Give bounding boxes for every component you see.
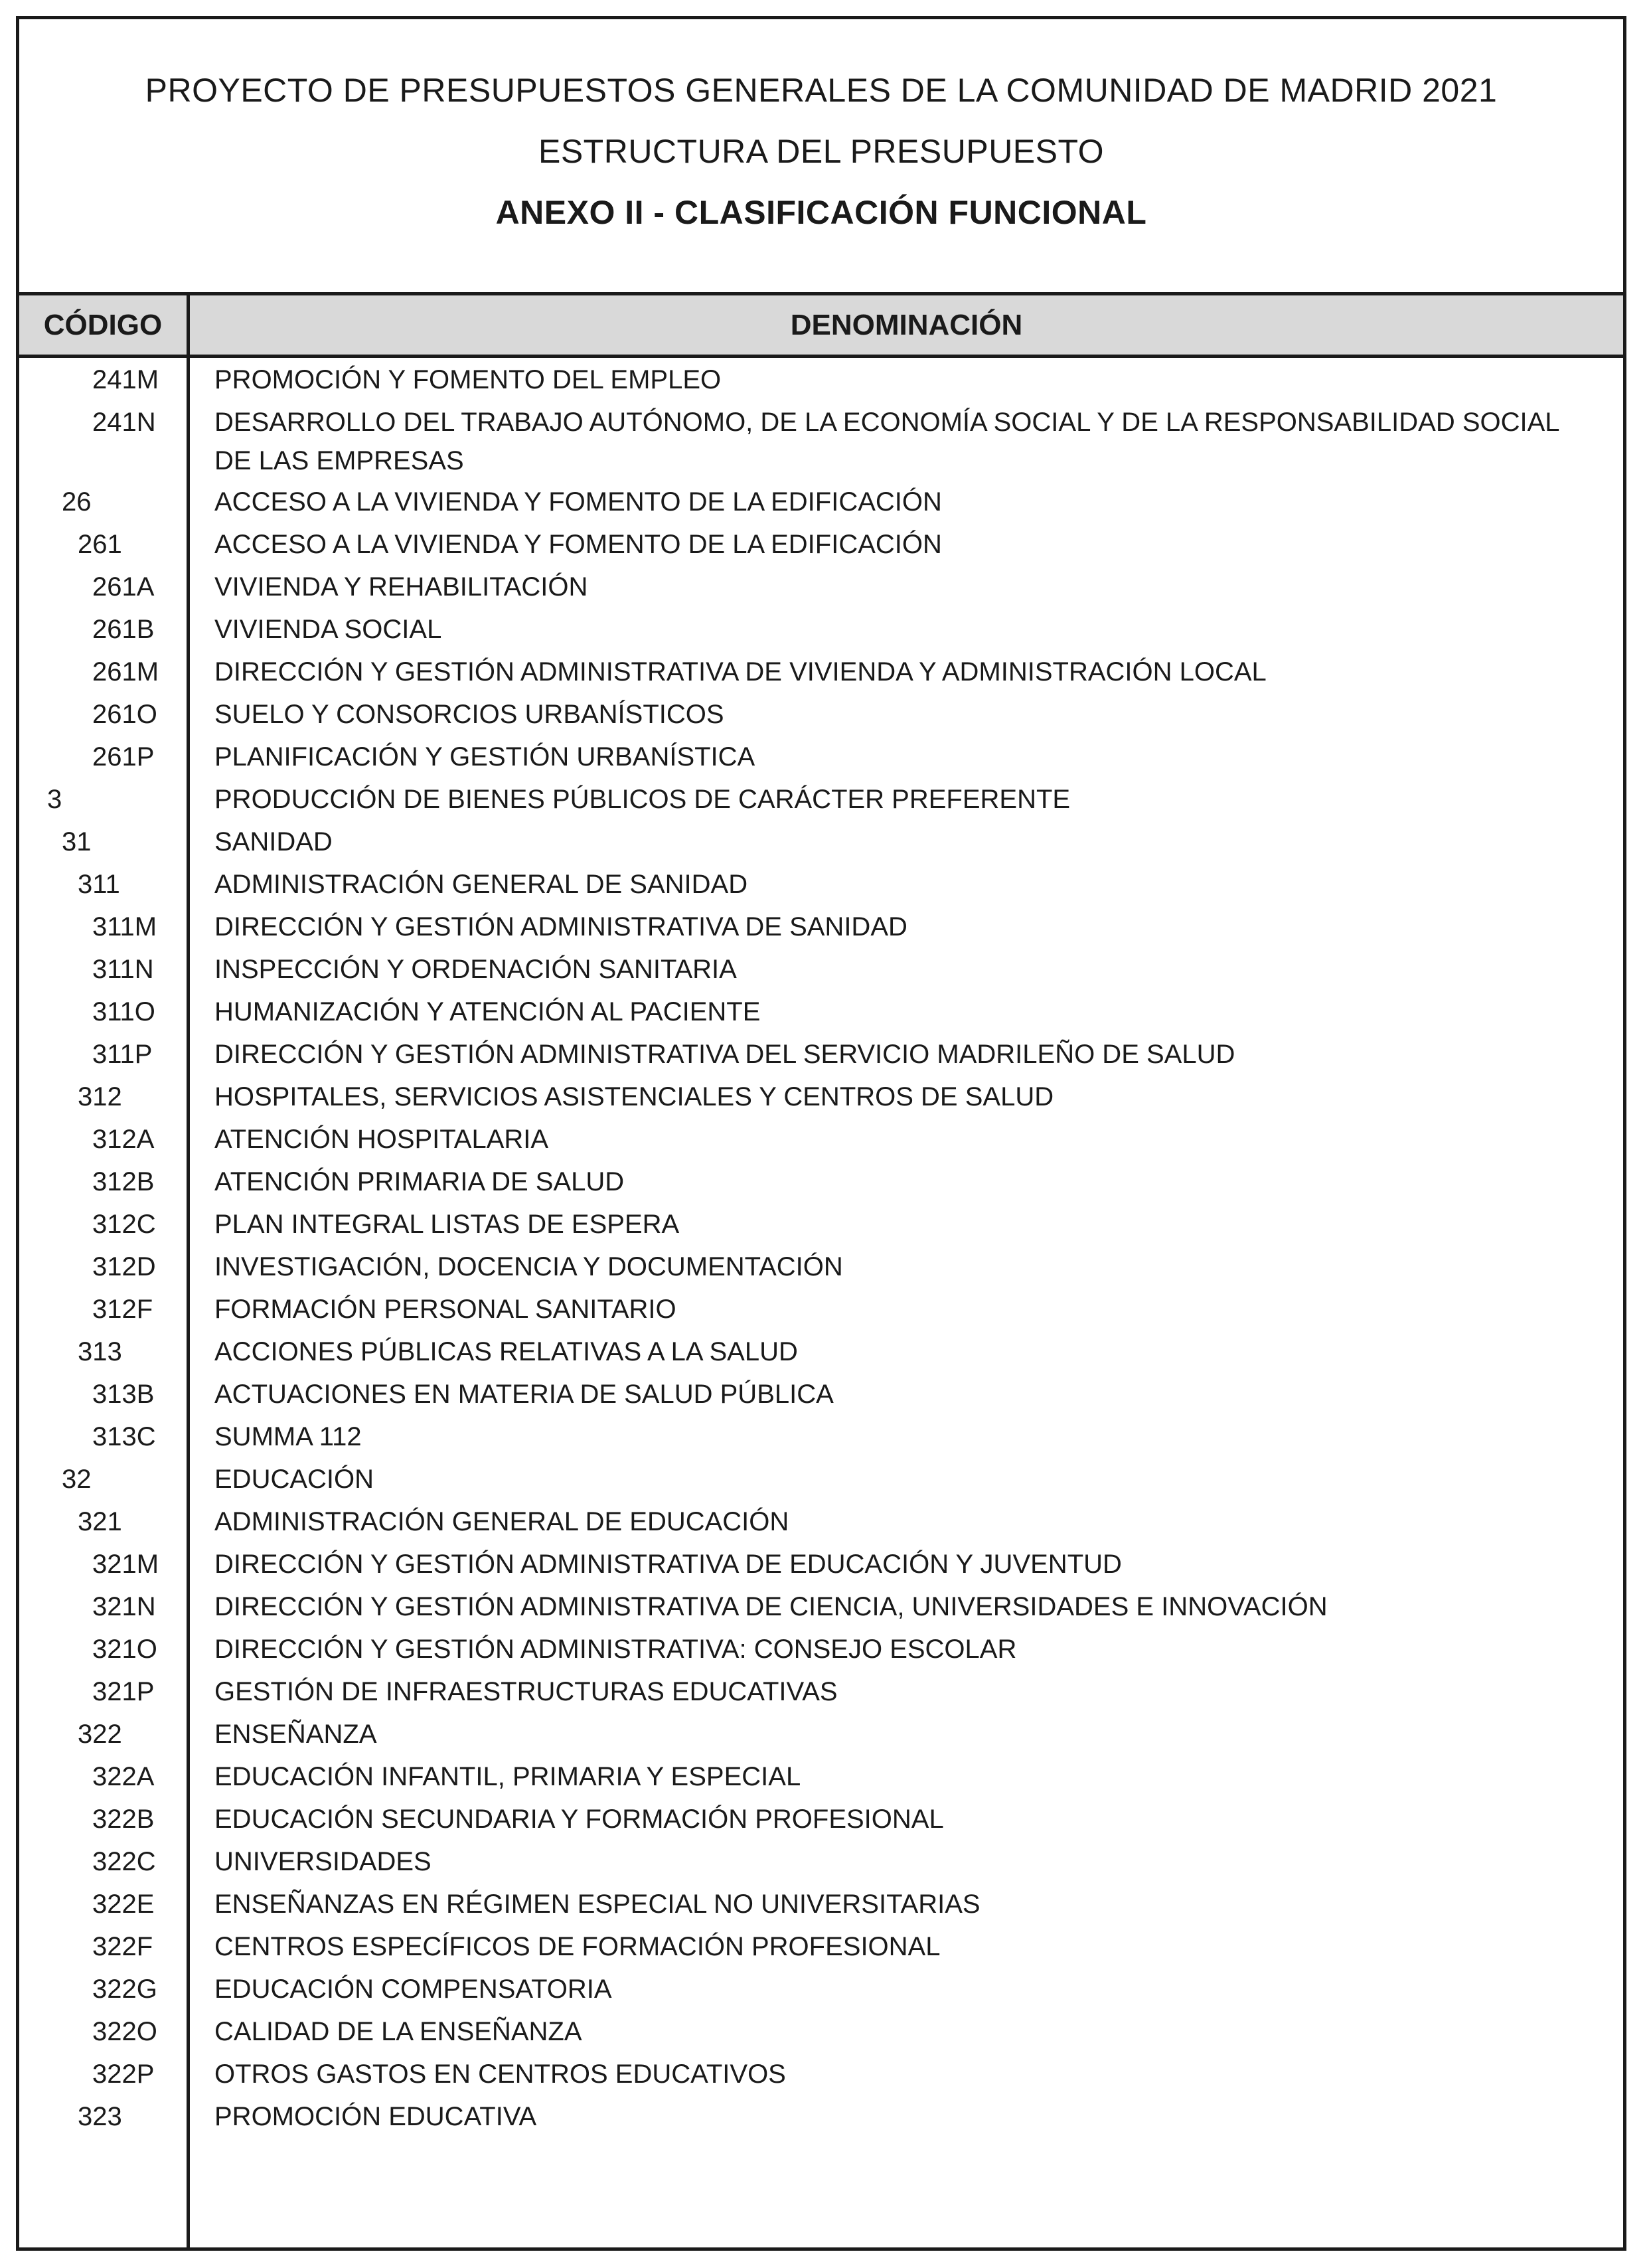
table-row [19, 650, 1623, 692]
document-frame [16, 16, 1626, 2251]
table-row [19, 400, 1623, 480]
row-name: SANIDAD [214, 827, 333, 856]
row-name: ATENCIÓN HOSPITALARIA [214, 1125, 549, 1154]
row-name: INVESTIGACIÓN, DOCENCIA Y DOCUMENTACIÓN [214, 1252, 843, 1281]
row-name: GESTIÓN DE INFRAESTRUCTURAS EDUCATIVAS [214, 1677, 838, 1706]
row-code: 323 [78, 2102, 122, 2131]
row-code: 322B [92, 1805, 155, 1834]
table-row [19, 990, 1623, 1032]
table-row [19, 1670, 1623, 1712]
document-subtitle: ESTRUCTURA DEL PRESUPUESTO [538, 133, 1105, 170]
row-name: CALIDAD DE LA ENSEÑANZA [214, 2017, 582, 2046]
table-header [19, 295, 1623, 358]
row-code: 261O [92, 700, 157, 729]
row-code: 31 [62, 827, 92, 856]
row-code: 261B [92, 615, 155, 644]
row-name: ACCIONES PÚBLICAS RELATIVAS A LA SALUD [214, 1337, 798, 1366]
table-row [19, 1585, 1623, 1627]
row-code: 322G [92, 1975, 157, 2004]
row-name: ENSEÑANZAS EN RÉGIMEN ESPECIAL NO UNIVERSITARIAS [214, 1890, 981, 1919]
table-row [19, 1797, 1623, 1840]
row-name: PRODUCCIÓN DE BIENES PÚBLICOS DE CARÁCTER PREFERENTE [214, 785, 1071, 814]
table-row [19, 608, 1623, 650]
table-row [19, 862, 1623, 905]
row-code: 321 [78, 1507, 122, 1536]
row-name: DIRECCIÓN Y GESTIÓN ADMINISTRATIVA DE SANIDAD [214, 912, 907, 941]
table-row [19, 820, 1623, 862]
row-name: FORMACIÓN PERSONAL SANITARIO [214, 1295, 676, 1324]
row-name: EDUCACIÓN INFANTIL, PRIMARIA Y ESPECIAL [214, 1762, 801, 1791]
row-name: DIRECCIÓN Y GESTIÓN ADMINISTRATIVA DE EDUCACIÓN Y JUVENTUD [214, 1550, 1122, 1579]
column-header-code: CÓDIGO [43, 309, 163, 341]
table-row [19, 1500, 1623, 1542]
table-row [19, 1882, 1623, 1925]
table-row [19, 1755, 1623, 1797]
row-code: 261M [92, 657, 159, 687]
row-name: EDUCACIÓN SECUNDARIA Y FORMACIÓN PROFESIONAL [214, 1805, 944, 1834]
row-code: 322E [92, 1890, 155, 1919]
row-name: ACCESO A LA VIVIENDA Y FOMENTO DE LA EDIFICACIÓN [214, 530, 942, 559]
row-code: 322C [92, 1847, 156, 1876]
row-code: 312F [92, 1295, 153, 1324]
row-name: DIRECCIÓN Y GESTIÓN ADMINISTRATIVA DEL SERVICIO MADRILEÑO DE SALUD [214, 1040, 1235, 1069]
row-code: 241N [92, 408, 156, 437]
row-code: 321N [92, 1592, 156, 1621]
row-code: 322F [92, 1932, 153, 1961]
row-code: 322P [92, 2060, 155, 2089]
row-name: ACCESO A LA VIVIENDA Y FOMENTO DE LA EDIFICACIÓN [214, 487, 942, 517]
row-name: PLANIFICACIÓN Y GESTIÓN URBANÍSTICA [214, 742, 755, 771]
row-code: 322O [92, 2017, 157, 2046]
row-code: 261A [92, 572, 155, 602]
row-name: ENSEÑANZA [214, 1720, 377, 1749]
row-code: 312A [92, 1125, 155, 1154]
row-code: 312 [78, 1082, 122, 1111]
table-row [19, 358, 1623, 400]
table-row [19, 947, 1623, 990]
row-code: 311 [78, 870, 120, 899]
row-name: CENTROS ESPECÍFICOS DE FORMACIÓN PROFESIONAL [214, 1932, 941, 1961]
row-code: 241M [92, 365, 159, 394]
row-code: 313C [92, 1422, 156, 1451]
row-code: 261P [92, 742, 155, 771]
document-header [19, 19, 1623, 295]
table-row [19, 1542, 1623, 1585]
row-name: INSPECCIÓN Y ORDENACIÓN SANITARIA [214, 955, 737, 984]
table-row [19, 565, 1623, 608]
row-name: DIRECCIÓN Y GESTIÓN ADMINISTRATIVA DE CIENCIA, UNIVERSIDADES E INNOVACIÓN [214, 1592, 1328, 1621]
row-name: ADMINISTRACIÓN GENERAL DE SANIDAD [214, 870, 748, 899]
row-code: 322 [78, 1720, 122, 1749]
row-name: EDUCACIÓN COMPENSATORIA [214, 1975, 612, 2004]
table-row [19, 1840, 1623, 1882]
table-row [19, 692, 1623, 735]
table-body [19, 358, 1623, 2137]
row-code: 321O [92, 1635, 157, 1664]
table-row [19, 1245, 1623, 1287]
table-row [19, 1117, 1623, 1160]
table-row [19, 1202, 1623, 1245]
table-row [19, 1712, 1623, 1755]
table-row [19, 2010, 1623, 2052]
table-row [19, 1925, 1623, 1967]
table-row [19, 1032, 1623, 1075]
annex-title: ANEXO II - CLASIFICACIÓN FUNCIONAL [495, 194, 1147, 231]
table-row [19, 1627, 1623, 1670]
row-code: 261 [78, 530, 122, 559]
row-code: 26 [62, 487, 92, 517]
row-code: 312C [92, 1210, 156, 1239]
column-header-name: DENOMINACIÓN [790, 309, 1023, 341]
row-code: 311O [92, 997, 155, 1026]
table-row [19, 2095, 1623, 2137]
row-name: SUELO Y CONSORCIOS URBANÍSTICOS [214, 700, 724, 729]
row-name: DIRECCIÓN Y GESTIÓN ADMINISTRATIVA: CONSEJO ESCOLAR [214, 1635, 1017, 1664]
row-code: 312D [92, 1252, 156, 1281]
table-row [19, 1160, 1623, 1202]
row-code: 321P [92, 1677, 155, 1706]
row-name: DIRECCIÓN Y GESTIÓN ADMINISTRATIVA DE VIVIENDA Y ADMINISTRACIÓN LOCAL [214, 657, 1267, 687]
row-name: PROMOCIÓN EDUCATIVA [214, 2102, 537, 2131]
row-name: HUMANIZACIÓN Y ATENCIÓN AL PACIENTE [214, 997, 761, 1026]
table-row [19, 1287, 1623, 1330]
table-row [19, 1075, 1623, 1117]
row-name: ACTUACIONES EN MATERIA DE SALUD PÚBLICA [214, 1380, 834, 1409]
row-code: 313 [78, 1337, 122, 1366]
row-code: 311P [92, 1040, 153, 1069]
table-row [19, 1372, 1623, 1415]
table-row [19, 1967, 1623, 2010]
row-name: OTROS GASTOS EN CENTROS EDUCATIVOS [214, 2060, 786, 2089]
row-code: 311M [92, 912, 157, 941]
table-row [19, 1415, 1623, 1457]
row-name: UNIVERSIDADES [214, 1847, 432, 1876]
row-code: 312B [92, 1167, 155, 1196]
table-row [19, 905, 1623, 947]
table-row [19, 1330, 1623, 1372]
table-row [19, 1457, 1623, 1500]
table-row [19, 2052, 1623, 2095]
table-row [19, 523, 1623, 565]
row-name: HOSPITALES, SERVICIOS ASISTENCIALES Y CENTROS DE SALUD [214, 1082, 1054, 1111]
row-name: EDUCACIÓN [214, 1465, 374, 1494]
row-code: 32 [62, 1465, 92, 1494]
row-name: PLAN INTEGRAL LISTAS DE ESPERA [214, 1210, 680, 1239]
row-code: 3 [47, 785, 62, 814]
row-name: SUMMA 112 [214, 1422, 362, 1451]
row-code: 313B [92, 1380, 155, 1409]
row-name: ADMINISTRACIÓN GENERAL DE EDUCACIÓN [214, 1507, 789, 1536]
table-row [19, 777, 1623, 820]
table-row [19, 480, 1623, 523]
row-code: 321M [92, 1550, 159, 1579]
document-title: PROYECTO DE PRESUPUESTOS GENERALES DE LA COMUNIDAD DE MADRID 2021 [145, 72, 1498, 109]
row-code: 311N [92, 955, 154, 984]
table-row [19, 735, 1623, 777]
row-name: VIVIENDA Y REHABILITACIÓN [214, 572, 588, 602]
row-code: 322A [92, 1762, 155, 1791]
row-name: PROMOCIÓN Y FOMENTO DEL EMPLEO [214, 365, 722, 394]
row-name: VIVIENDA SOCIAL [214, 615, 442, 644]
row-name: ATENCIÓN PRIMARIA DE SALUD [214, 1167, 625, 1196]
row-name: DESARROLLO DEL TRABAJO AUTÓNOMO, DE LA ECONOMÍA SOCIAL Y DE LA RESPONSABILIDAD SOCIAL DE LAS EMPRESAS [214, 408, 1559, 475]
